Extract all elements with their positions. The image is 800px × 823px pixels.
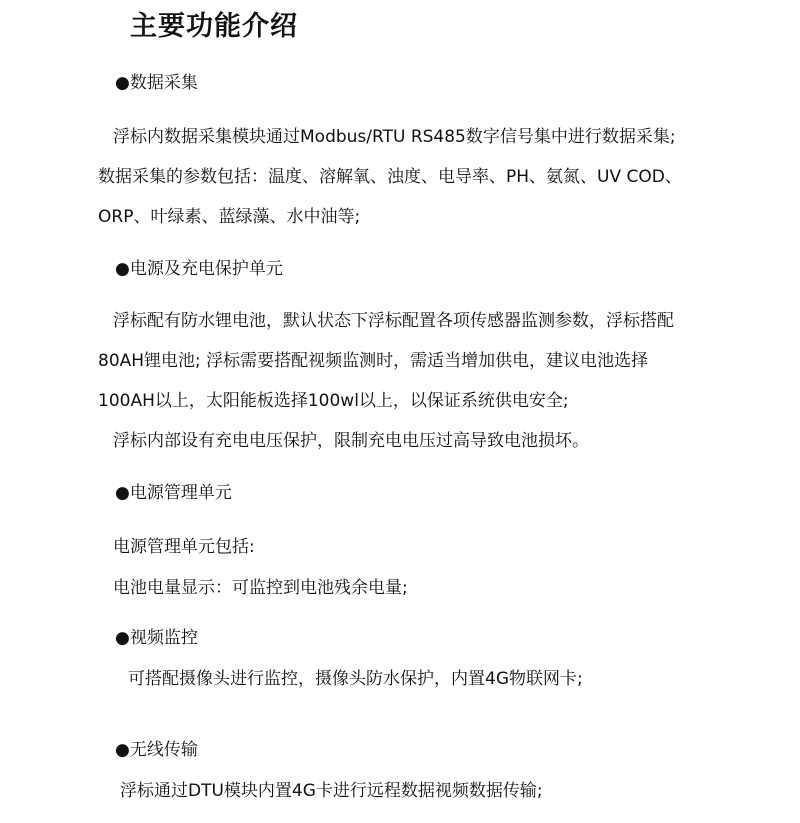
- paragraph-line: 浮标通过DTU模块内置4G卡进行远程数据视频数据传输;: [120, 781, 543, 801]
- section-heading-power-charging: ●电源及充电保护单元: [115, 259, 283, 279]
- section-heading-video-monitoring: ●视频监控: [115, 628, 198, 648]
- paragraph-line: 浮标配有防水锂电池，默认状态下浮标配置各项传感器监测参数，浮标搭配: [113, 311, 674, 331]
- paragraph-line: 数据采集的参数包括：温度、溶解氧、浊度、电导率、PH、氨氮、UV COD、: [98, 167, 682, 187]
- section-heading-power-management: ●电源管理单元: [115, 483, 232, 503]
- paragraph-line: 电源管理单元包括:: [113, 537, 255, 557]
- page-title: 主要功能介绍: [130, 11, 298, 42]
- paragraph-line: ORP、叶绿素、蓝绿藻、水中油等;: [98, 207, 361, 227]
- paragraph-line: 可搭配摄像头进行监控，摄像头防水保护，内置4G物联网卡;: [128, 669, 583, 689]
- paragraph-line: 浮标内数据采集模块通过Modbus/RTU RS485数字信号集中进行数据采集;: [113, 127, 676, 147]
- paragraph-line: 电池电量显示：可监控到电池残余电量;: [113, 578, 408, 598]
- section-heading-wireless-transmission: ●无线传输: [115, 740, 198, 760]
- paragraph-line: 浮标内部设有充电电压保护，限制充电电压过高导致电池损坏。: [113, 431, 589, 451]
- section-heading-data-collection: ●数据采集: [115, 73, 198, 93]
- paragraph-line: 80AH锂电池; 浮标需要搭配视频监测时，需适当增加供电，建议电池选择: [98, 351, 649, 371]
- paragraph-line: 100AH以上，太阳能板选择100wl以上，以保证系统供电安全;: [98, 391, 569, 411]
